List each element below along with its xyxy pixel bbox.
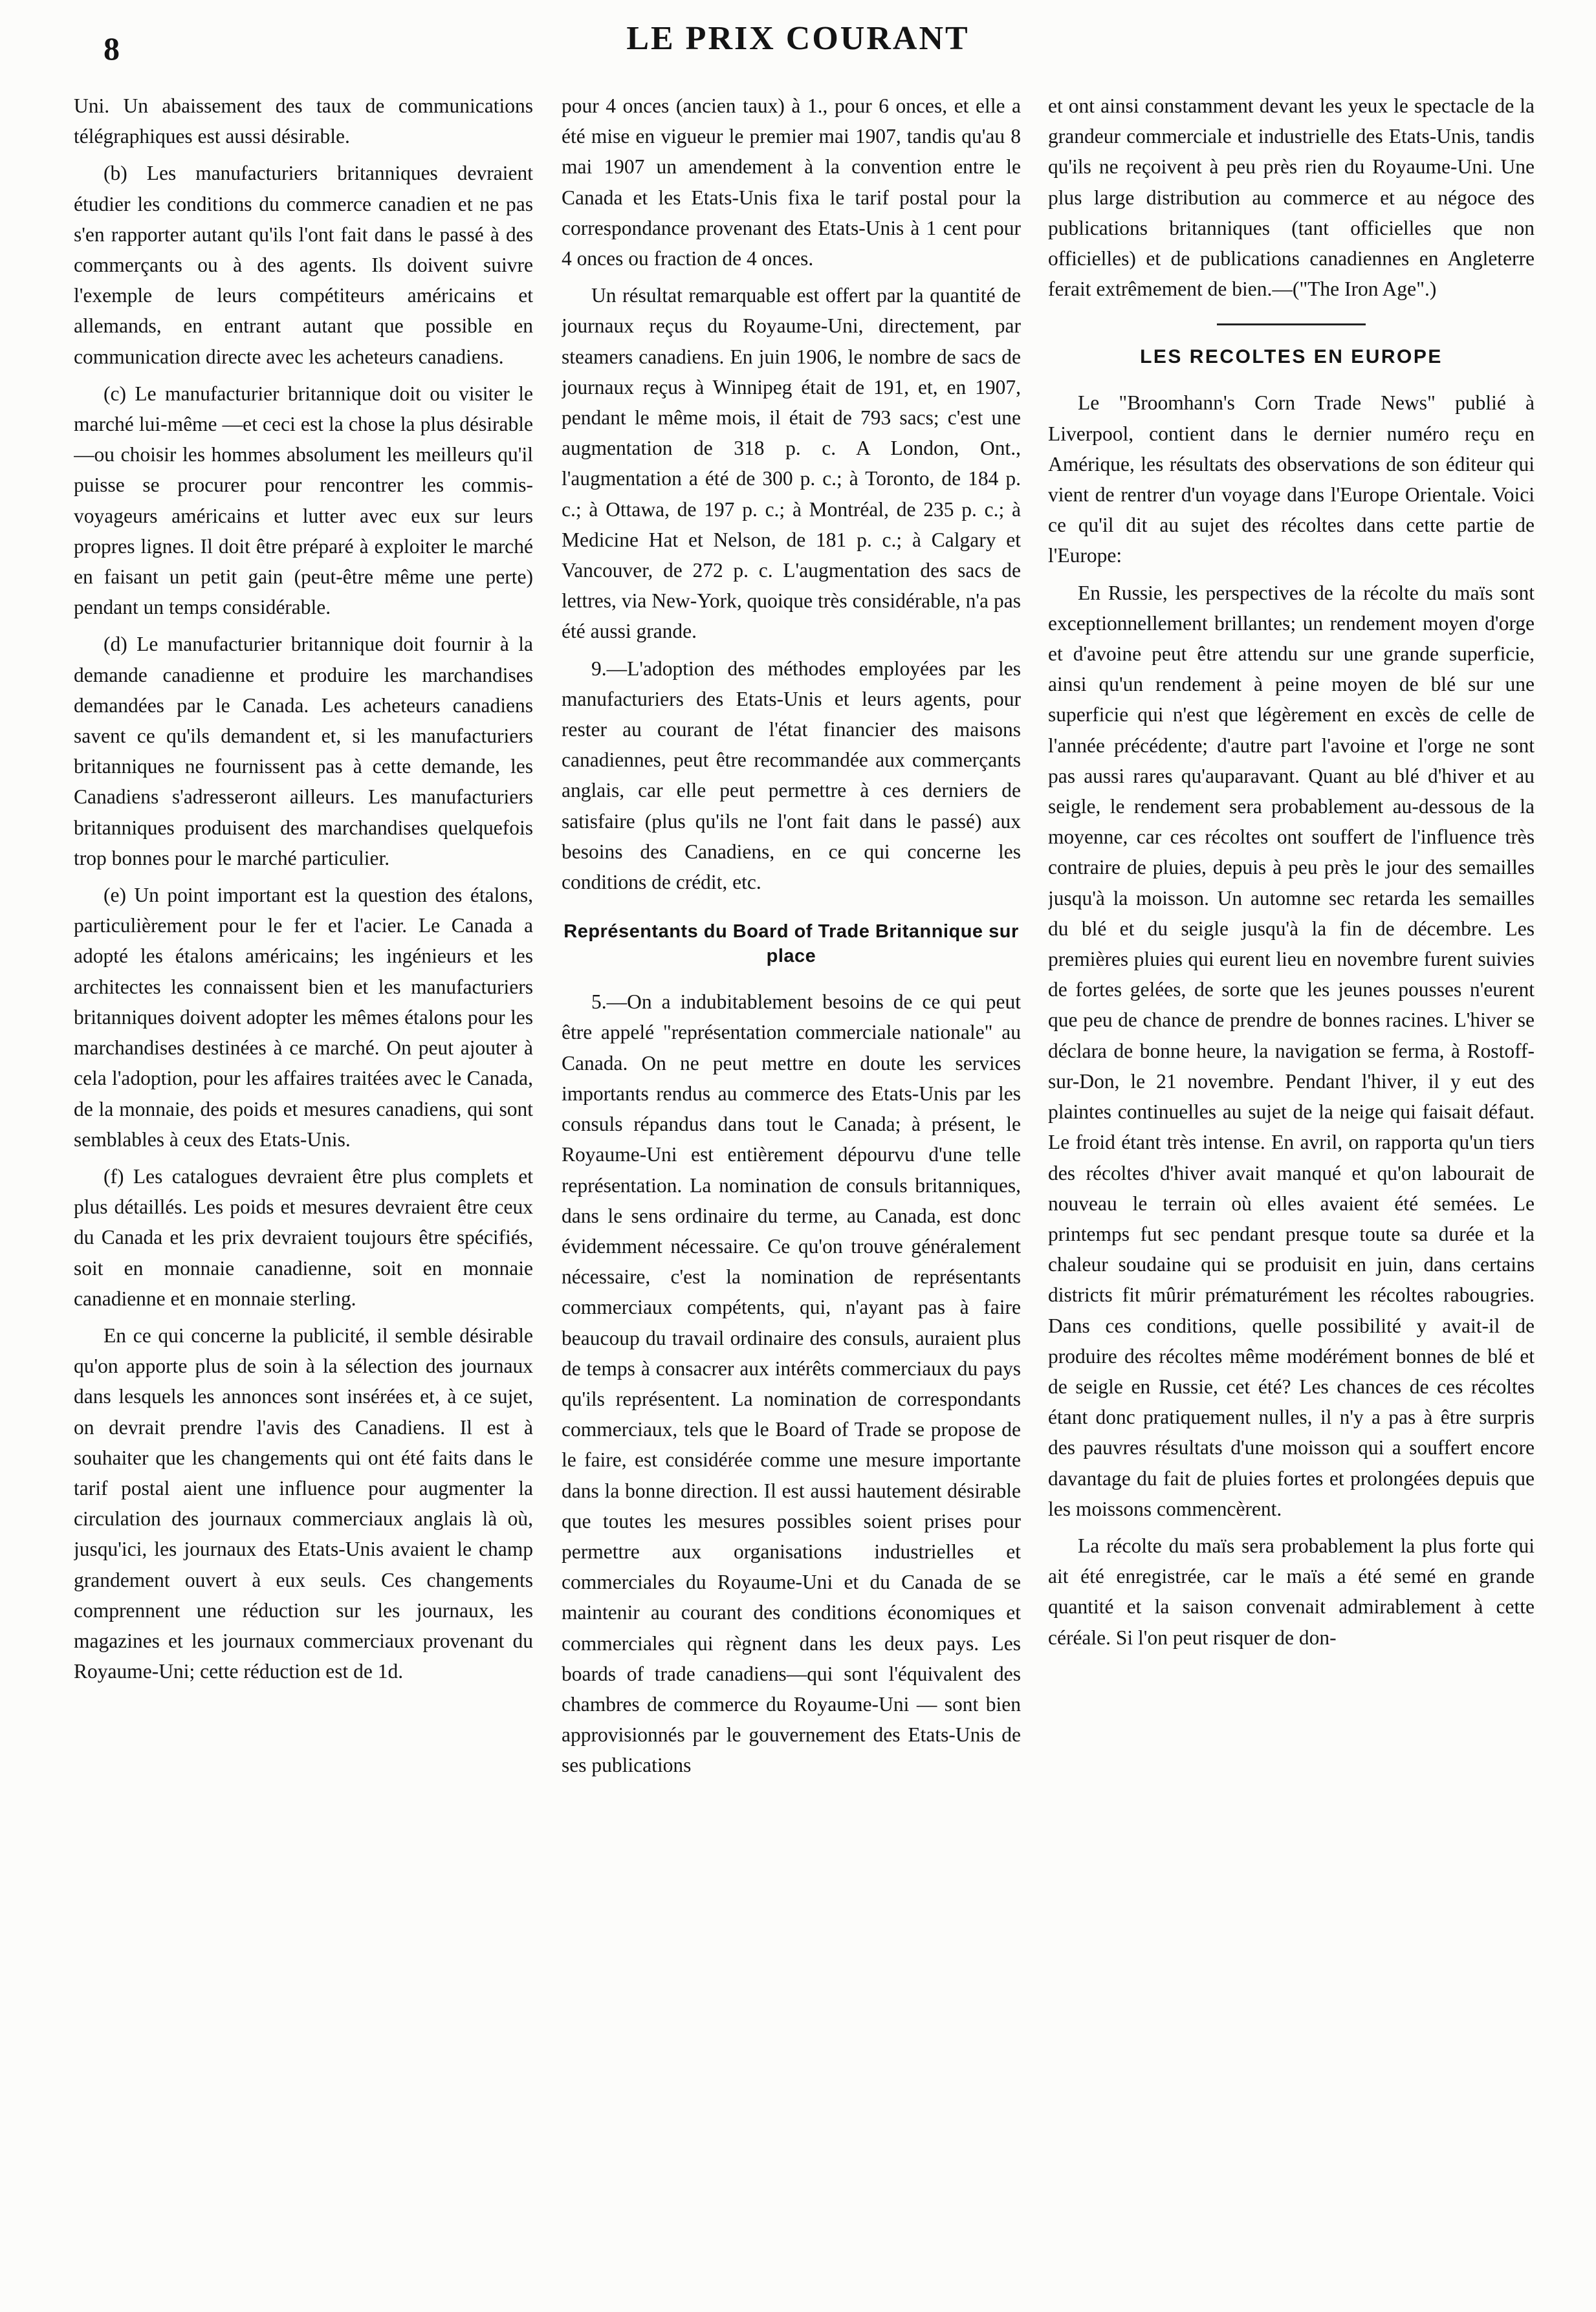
article-paragraph: (b) Les manufacturiers britanniques devraient étudier les conditions du commerce canadien et ne pas s'en rapporter autant qu'ils l'ont fait dans le passé à des commerçants ou à des agents. Ils doivent suivre l'exemple de leurs compétiteurs américains et allemands, en entrant autant que possible en communication directe avec les acheteurs canadiens. [74, 162, 533, 368]
section-heading-recoltes: LES RECOLTES EN EUROPE [1140, 346, 1443, 368]
article-paragraph: (d) Le manufacturier britannique doit fournir à la demande canadienne et produire les marchandises demandées par le Canada. Les acheteurs canadiens savent ce qu'ils demandent et, si les manufacturiers britanniques ne fournissent pas à cette demande, les Canadiens s'adresseront ailleurs. Les manufacturiers britanniques produisent des marchandises quelquefois trop bonnes pour le marché particulier. [74, 633, 533, 869]
article-paragraph: En Russie, les perspectives de la récolte du maïs sont exceptionnellement brillantes; un rendement moyen d'orge et d'avoine peut être attendu sur une grande superficie, ainsi qu'un rendement à peine moyen de blé sur une superficie qui n'est que légèrement en excès de celle de l'année précédente; d'autre part l'avoine et l'orge ne sont pas aussi rares qu'auparavant. Quant au blé d'hiver et au seigle, le rendement sera probablement au-dessous de la moyenne, car ces récoltes ont souffert de l'influence très contraire de pluies, depuis à peu près le jour des semailles jusqu'à la moisson. Un automne sec retarda les semailles du blé et du seigle jusqu'à la fin de décembre. Les premières pluies qui eurent lieu en novembre furent suivies de fortes gelées, de sorte que les jeunes pousses n'eurent que peu de chance de prendre de bonnes racines. L'hiver se déclara de bonne heure, la navigation se ferma, à Rostoff-sur-Don, le 21 novembre. Pendant l'hiver, il y eut des plaintes continuelles au sujet de la neige qui faisait défaut. Le froid étant très intense. En avril, on rapporta qu'un tiers des récoltes d'hiver avait manqué et qu'on labourait de nouveau le terrain où elles avaient été semées. Le printemps fut sec pendant presque toute sa durée et la chaleur soudaine qui se produisit en juin, dans certains districts fit mûrir prématurément les récoltes rabougries. Dans ces conditions, quelle possibilité y avait-il de produire des récoltes même modérément bonnes de blé et de seigle en Russie, cet été? Les chances de ces récoltes étant donc pratiquement nulles, il n'y a pas à être surpris des pauvres résultats d'une moisson qui a souffert encore davantage du fait de pluies fortes et prolongées depuis que les moissons commencèrent. [1048, 581, 1535, 1520]
article-paragraph: (e) Un point important est la question des étalons, particulièrement pour le fer et l'acier. Le Canada a adopté les étalons américains; les ingénieurs et les architectes les connaissent bien et les manufacturiers britanniques doivent adopter les mêmes étalons pour les marchandises destinées à ce marché. On peut ajouter à cela l'adoption, pour les affaires traitées avec le Canada, de la monnaie, des poids et mesures canadiens, qui sont semblables à ceux des Etats-Unis. [74, 884, 533, 1151]
column-middle [562, 91, 1021, 2303]
article-paragraph: Un résultat remarquable est offert par la quantité de journaux reçus du Royaume-Uni, directement, par steamers canadiens. En juin 1906, le nombre de sacs de journaux reçus à Winnipeg était de 191, et, en 1907, pendant le même mois, il était de 793 sacs; c'est une augmentation de 318 p. c. A London, Ont., l'augmentation a été de 300 p. c.; à Toronto, de 184 p. c.; à Ottawa, de 197 p. c.; à Montréal, de 235 p. c.; à Medicine Hat et Nelson, de 181 p. c.; à Calgary et Vancouver, de 272 p. c. L'augmentation des sacs de lettres, via New-York, quoique très considérable, n'a pas été aussi grande. [562, 284, 1021, 643]
article-paragraph: (f) Les catalogues devraient être plus complets et plus détaillés. Les poids et mesures devraient être ceux du Canada et les prix devraient toujours être spécifiés, soit en monnaie canadienne, soit en monnaie canadienne et en monnaie sterling. [74, 1164, 533, 1310]
article-paragraph: et ont ainsi constamment devant les yeux le spectacle de la grandeur commerciale et industrielle des Etats-Unis, tandis qu'ils ne reçoivent à peu près rien du Royaume-Uni. Une plus large distribution au commerce et au négoce des publications britanniques (tant officielles que non officielles) et de publications canadiennes en Angleterre ferait extrêmement de bien.—("The Iron Age".) [1048, 94, 1535, 301]
article-paragraph: 5.—On a indubitablement besoins de ce qui peut être appelé "représentation commerciale nationale" au Canada. On ne peut mettre en doute les services importants rendus au commerce des Etats-Unis par les consuls répandus dans tout le Canada; à présent, le Royaume-Uni est entièrement dépourvu d'une telle représentation. La nomination de consuls britanniques, dans le sens ordinaire du terme, au Canada, est donc évidemment nécessaire. Ce qu'on trouve généralement nécessaire, c'est la nomination de représentants commerciaux compétents, qui, n'ayant pas à faire beaucoup du travail ordinaire des consuls, auraient plus de temps à consacrer aux intérêts commerciaux du pays qu'ils représentent. La nomination de correspondants commerciaux, tels que le Board of Trade se propose de le faire, est considérée comme une mesure importante dans la bonne direction. Il est aussi hautement désirable que toutes les mesures possibles soient prises pour permettre aux organisations industrielles et commerciales du Royaume-Uni et du Canada de se maintenir au courant des conditions économiques et commerciales qui règnent dans les deux pays. Les boards of trade canadiens—qui sont l'équivalent des chambres de commerce du Royaume-Uni — sont bien approvisionnés par le gouvernement des Etats-Unis de ses publications [562, 990, 1021, 1777]
running-title: LE PRIX COURANT [626, 20, 970, 57]
section-heading-board-of-trade: Représentants du Board of Trade Britannique sur place [563, 921, 1019, 967]
article-paragraph: pour 4 onces (ancien taux) à 1., pour 6 onces, et elle a été mise en vigueur le premier mai 1907, tandis qu'au 8 mai 1907 un amendement à la convention entre le Canada et les Etats-Unis fixa le tarif postal pour la correspondance provenant des Etats-Unis à 1 cent pour 4 onces ou fraction de 4 onces. [562, 94, 1021, 270]
section-divider [1217, 323, 1366, 325]
column-right [1048, 91, 1535, 2303]
article-paragraph: 9.—L'adoption des méthodes employées par les manufacturiers des Etats-Unis et leurs agents, pour rester au courant de l'état financier des maisons canadiennes, peut être recommandée aux commerçants anglais, car elle peut permettre à ces derniers de satisfaire (plus qu'ils ne l'ont fait dans le passé) aux besoins des Canadiens, en ce qui concerne les conditions de crédit, etc. [562, 657, 1021, 894]
article-paragraph: En ce qui concerne la publicité, il semble désirable qu'on apporte plus de soin à la sélection des journaux dans lesquels les annonces sont insérées et, à ce sujet, on devrait prendre l'avis des Canadiens. Il est à souhaiter que les changements qui ont été faits dans le tarif postal aient une influence pour augmenter la circulation des journaux commerciaux anglais là où, jusqu'ici, les journaux des Etats-Unis avaient le champ grandement ouvert à eux seuls. Ces changements comprennent une réduction sur les journaux, les magazines et les journaux commerciaux provenant du Royaume-Uni; cette réduction est de 1d. [74, 1324, 533, 1683]
column-left [74, 91, 533, 2303]
page-number: 8 [104, 30, 120, 67]
article-paragraph: Uni. Un abaissement des taux de communications télégraphiques est aussi désirable. [74, 94, 533, 148]
article-paragraph: Le "Broomhann's Corn Trade News" publié à Liverpool, contient dans le dernier numéro reçu en Amérique, les résultats des observations de son éditeur qui vient de rentrer d'un voyage dans l'Europe Orientale. Voici ce qu'il dit au sujet des récoltes dans cette partie de l'Europe: [1048, 391, 1535, 567]
article-paragraph: (c) Le manufacturier britannique doit ou visiter le marché lui-même —et ceci est la chose la plus désirable—ou choisir les hommes absolument les meilleurs qu'il puisse se procurer pour rencontrer les commis-voyageurs américains et lutter avec eux sur leurs propres lignes. Il doit être préparé à exploiter le marché en faisant un petit gain (peut-être même une perte) pendant un temps considérable. [74, 382, 533, 619]
article-paragraph: La récolte du maïs sera probablement la plus forte qui ait été enregistrée, car le maïs a été semé en grande quantité et la saison convenait admirablement à cette céréale. Si l'on peut risquer de don- [1048, 1534, 1535, 1649]
